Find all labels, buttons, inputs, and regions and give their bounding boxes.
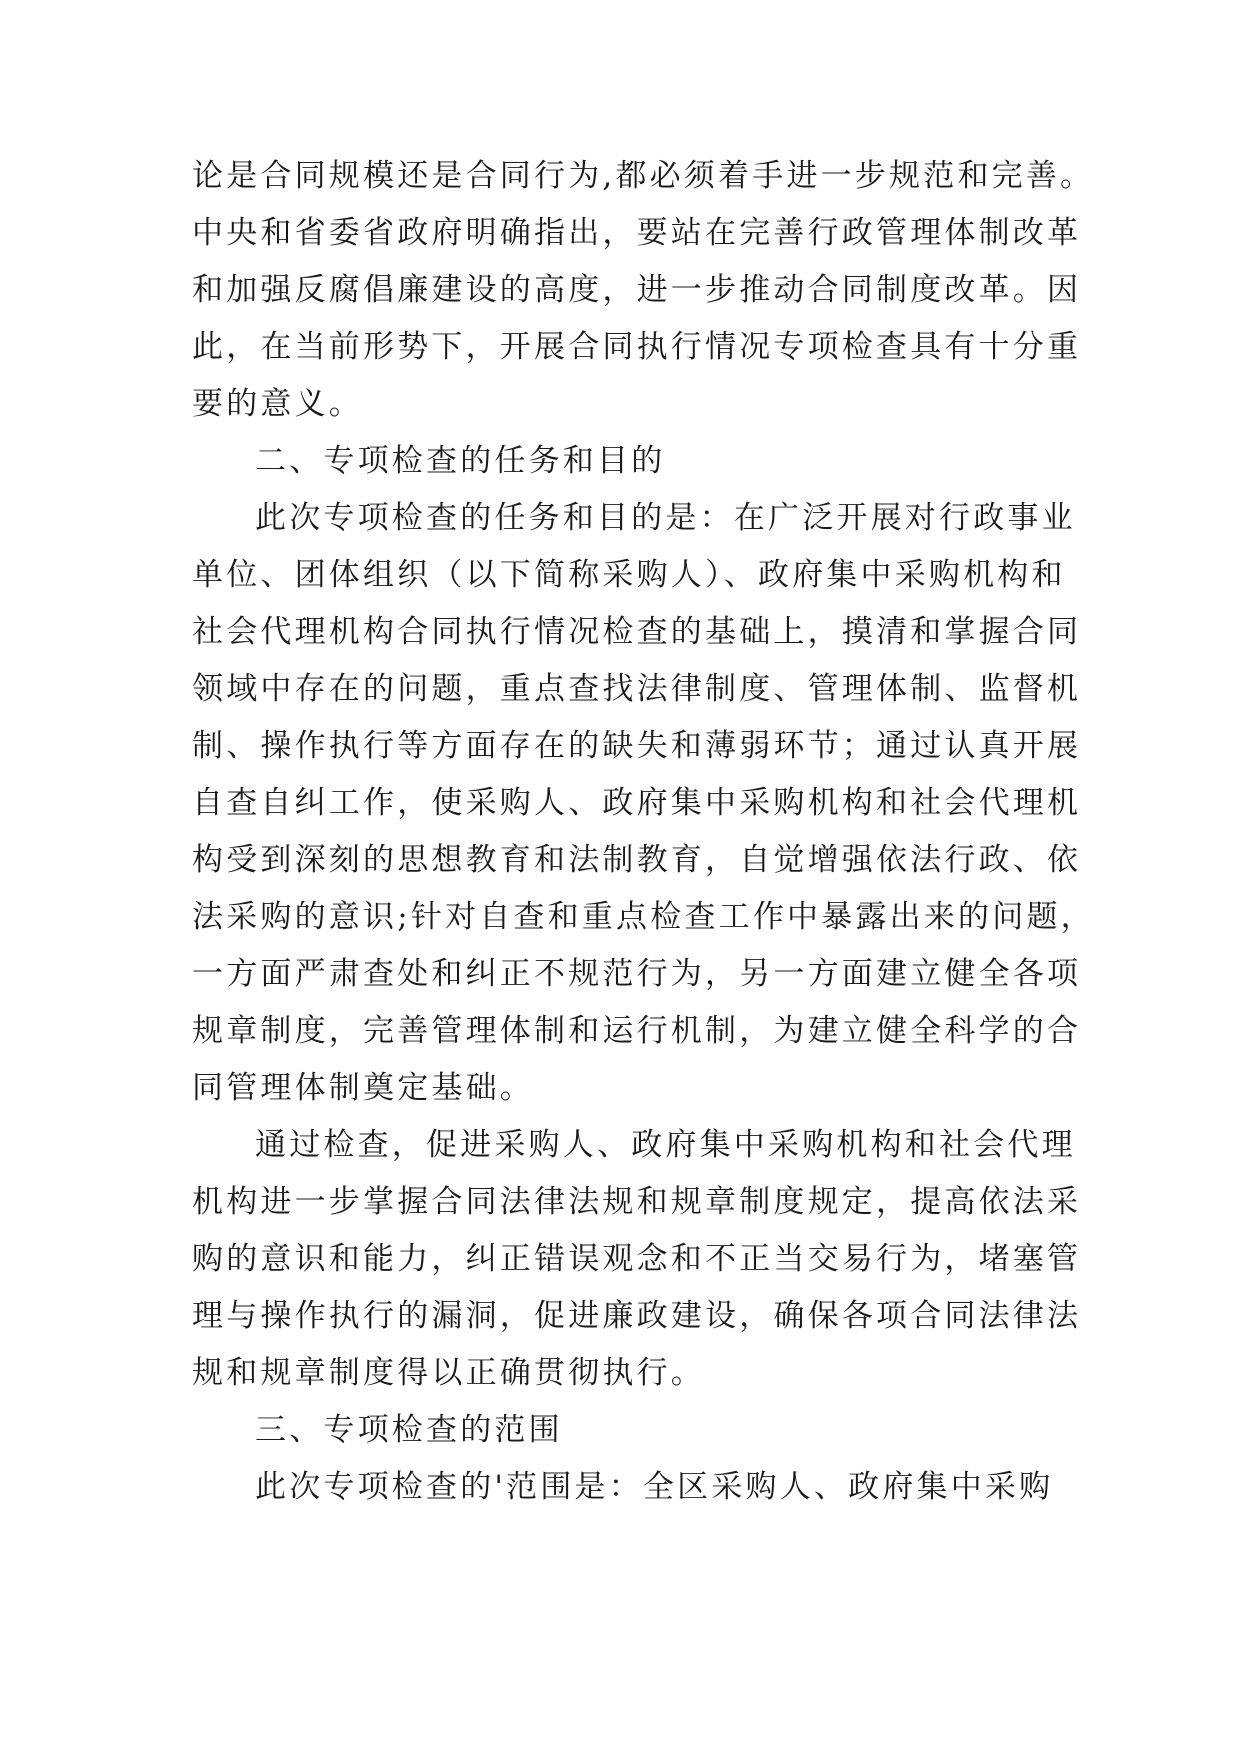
text-line: 一方面严肃查处和纠正不规范行为，另一方面建立健全各项	[192, 956, 1082, 992]
text-line: 单位、团体组织（以下简称采购人）、政府集中采购机构和	[192, 557, 1066, 593]
paragraph-first-line: 此次专项检查的任务和目的是：在广泛开展对行政事业	[255, 500, 1076, 536]
text-line: 机构进一步掌握合同法律法规和规章制度规定，提高依法采	[192, 1184, 1082, 1220]
section-heading: 三、专项检查的范围	[255, 1412, 563, 1448]
text-line: 法采购的意识;针对自查和重点检查工作中暴露出来的问题，	[192, 899, 1095, 935]
text-line: 构受到深刻的思想教育和法制教育，自觉增强依法行政、依	[192, 842, 1082, 878]
document-body	[192, 148, 1095, 1516]
text-line: 此，在当前形势下，开展合同执行情况专项检查具有十分重	[192, 329, 1082, 365]
paragraph-first-line: 此次专项检查的'范围是：全区采购人、政府集中采购	[255, 1469, 1054, 1505]
section-heading: 二、专项检查的任务和目的	[255, 443, 666, 479]
text-line: 社会代理机构合同执行情况检查的基础上，摸清和掌握合同	[192, 614, 1082, 650]
text-line: 要的意义。	[192, 386, 363, 422]
text-line: 中央和省委省政府明确指出，要站在完善行政管理体制改革	[192, 215, 1082, 251]
text-line: 规和规章制度得以正确贯彻执行。	[192, 1355, 705, 1391]
paragraph-first-line: 通过检查，促进采购人、政府集中采购机构和社会代理	[255, 1127, 1076, 1163]
text-line: 购的意识和能力，纠正错误观念和不正当交易行为，堵塞管	[192, 1241, 1082, 1277]
text-line: 制、操作执行等方面存在的缺失和薄弱环节；通过认真开展	[192, 728, 1082, 764]
text-line: 规章制度，完善管理体制和运行机制，为建立健全科学的合	[192, 1013, 1082, 1049]
text-line: 论是合同规模还是合同行为,都必须着手进一步规范和完善。	[192, 158, 1095, 194]
text-line: 和加强反腐倡廉建设的高度，进一步推动合同制度改革。因	[192, 272, 1082, 308]
text-line: 理与操作执行的漏洞，促进廉政建设，确保各项合同法律法	[192, 1298, 1082, 1334]
text-line: 同管理体制奠定基础。	[192, 1070, 534, 1106]
text-line: 领域中存在的问题，重点查找法律制度、管理体制、监督机	[192, 671, 1082, 707]
text-line: 自查自纠工作，使采购人、政府集中采购机构和社会代理机	[192, 785, 1082, 821]
